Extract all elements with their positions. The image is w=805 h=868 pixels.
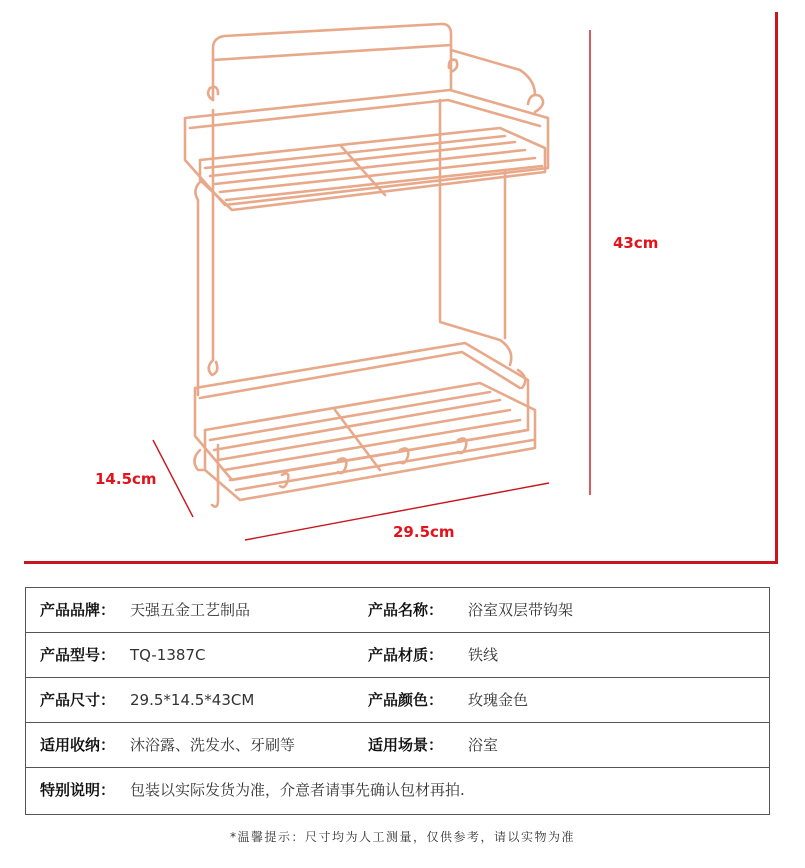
spec-value: 包装以实际发货为准，介意者请事先确认包材再拍. xyxy=(130,781,465,799)
rack-bottom-basket xyxy=(205,383,535,500)
spec-row-size xyxy=(26,678,769,723)
rack-top-back-bar xyxy=(213,45,451,60)
spec-label: 适用场景： xyxy=(368,736,444,754)
spec-label: 适用收纳： xyxy=(40,736,116,754)
rack-bottom-basket-wires xyxy=(210,392,533,490)
spec-value: 沐浴露、洗发水、牙刷等 xyxy=(130,736,296,754)
spec-label: 产品材质： xyxy=(368,646,444,664)
spec-label: 产品型号： xyxy=(40,646,116,664)
spec-label: 产品品牌： xyxy=(40,601,116,619)
bathroom-rack xyxy=(185,24,548,507)
spec-label: 产品名称： xyxy=(368,601,444,619)
rack-scroll-left-bottom xyxy=(209,360,218,375)
width-dimension-label: 29.5cm xyxy=(393,523,455,541)
depth-dimension-label: 14.5cm xyxy=(95,470,157,488)
rack-bottom-back-rail xyxy=(440,322,525,388)
spec-value: 浴室 xyxy=(468,736,499,754)
rack-top-handle xyxy=(213,24,451,100)
depth-dimension-line xyxy=(153,440,193,517)
height-dimension-label: 43cm xyxy=(613,234,659,252)
frame-right-border xyxy=(775,12,778,564)
spec-row-model xyxy=(26,633,769,678)
frame-bottom-border xyxy=(24,561,778,564)
rack-side-hook-left xyxy=(194,450,205,470)
rack-top-shelf-rim xyxy=(185,90,548,205)
spec-value: 浴室双层带钩架 xyxy=(468,601,574,619)
footnote: *温馨提示：尺寸均为人工测量，仅供参考，请以实物为准 xyxy=(229,830,575,844)
spec-row-note xyxy=(26,768,769,813)
spec-value: TQ-1387C xyxy=(130,646,206,664)
spec-label: 产品尺寸： xyxy=(40,691,116,709)
rack-bottom-shelf-rim-inner xyxy=(200,352,520,398)
spec-value: 玫瑰金色 xyxy=(468,691,529,709)
spec-label: 特别说明： xyxy=(40,781,116,799)
rack-hook-2 xyxy=(280,473,288,487)
spec-row-usage xyxy=(26,723,769,768)
spec-row-brand xyxy=(26,588,769,633)
spec-label: 产品颜色： xyxy=(368,691,444,709)
spec-value: 铁线 xyxy=(468,646,499,664)
rack-top-basket-wires xyxy=(205,136,542,200)
spec-table xyxy=(25,587,770,815)
rack-bottom-shelf-rim xyxy=(195,343,528,480)
spec-value: 天强五金工艺制品 xyxy=(130,601,251,619)
rack-top-back-rail xyxy=(451,50,535,95)
rack-top-shelf-rim-inner xyxy=(190,100,540,128)
spec-value: 29.5*14.5*43CM xyxy=(130,691,255,709)
rack-side-curve xyxy=(195,182,200,200)
